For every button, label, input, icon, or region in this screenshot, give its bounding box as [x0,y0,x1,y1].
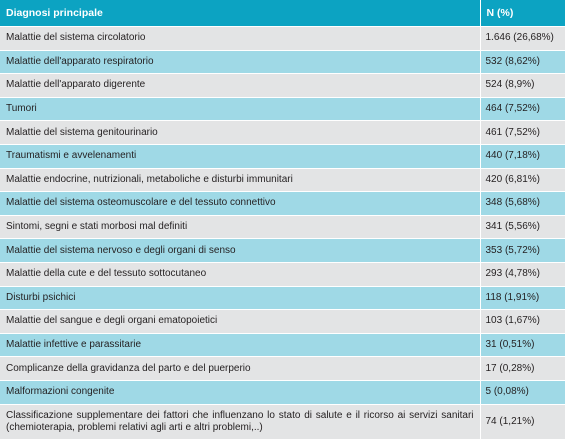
table-row [0,27,565,51]
count-cell: 103 (1,67%) [480,310,565,334]
header-diagnosis: Diagnosi principale [0,0,480,27]
table-row [0,215,565,239]
table-row [0,97,565,121]
table-row [0,192,565,216]
diagnosis-cell: Disturbi psichici [0,286,480,310]
header-row [0,0,565,27]
count-cell: 31 (0,51%) [480,333,565,357]
table-row [0,50,565,74]
table-row [0,74,565,98]
header-count: N (%) [480,0,565,27]
table-row [0,144,565,168]
table-row [0,357,565,381]
count-cell: 464 (7,52%) [480,97,565,121]
count-cell: 353 (5,72%) [480,239,565,263]
diagnosis-cell: Malattie del sistema nervoso e degli organi di senso [0,239,480,263]
diagnosis-cell: Malattie infettive e parassitarie [0,333,480,357]
count-cell: 118 (1,91%) [480,286,565,310]
diagnosis-cell: Sintomi, segni e stati morbosi mal definiti [0,215,480,239]
diagnosis-cell: Tumori [0,97,480,121]
count-cell: 440 (7,18%) [480,144,565,168]
table-row [0,239,565,263]
diagnosis-cell: Complicanze della gravidanza del parto e del puerperio [0,357,480,381]
table-row [0,286,565,310]
table-row [0,121,565,145]
table-row [0,310,565,334]
table-row [0,262,565,286]
diagnosis-cell: Malattie del sistema osteomuscolare e del tessuto connettivo [0,192,480,216]
diagnosis-cell: Traumatismi e avvelenamenti [0,144,480,168]
table-row [0,168,565,192]
count-cell: 524 (8,9%) [480,74,565,98]
diagnosis-cell: Classificazione supplementare dei fattori che influenzano lo stato di salute e il ricorso ai servizi sanitari (chemioterapia, problemi relativi agli arti e altri problemi,..) [0,404,480,439]
count-cell: 461 (7,52%) [480,121,565,145]
count-cell: 348 (5,68%) [480,192,565,216]
table-row [0,333,565,357]
diagnosis-cell: Malattie del sangue e degli organi ematopoietici [0,310,480,334]
diagnosis-cell: Malattie del sistema genitourinario [0,121,480,145]
count-cell: 17 (0,28%) [480,357,565,381]
diagnosis-cell: Malformazioni congenite [0,380,480,404]
diagnosis-cell: Malattie della cute e del tessuto sottocutaneo [0,262,480,286]
count-cell: 341 (5,56%) [480,215,565,239]
diagnosis-cell: Malattie dell'apparato respiratorio [0,50,480,74]
count-cell: 420 (6,81%) [480,168,565,192]
table-row [0,380,565,404]
count-cell: 1.646 (26,68%) [480,27,565,51]
count-cell: 74 (1,21%) [480,404,565,439]
diagnosis-cell: Malattie endocrine, nutrizionali, metaboliche e disturbi immunitari [0,168,480,192]
diagnosis-cell: Malattie dell'apparato digerente [0,74,480,98]
table-row [0,404,565,439]
count-cell: 5 (0,08%) [480,380,565,404]
count-cell: 293 (4,78%) [480,262,565,286]
diagnosis-cell: Malattie del sistema circolatorio [0,27,480,51]
count-cell: 532 (8,62%) [480,50,565,74]
